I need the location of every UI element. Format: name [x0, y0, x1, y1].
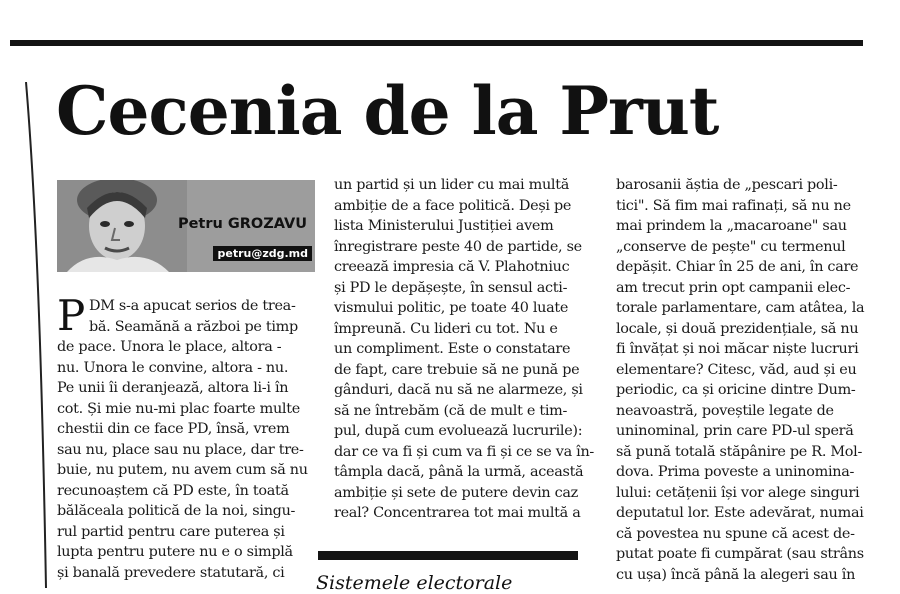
text-line: să ne întrebăm (că de mult e tim- — [334, 402, 568, 419]
text-line: să pună totală stăpânire pe R. Mol- — [616, 443, 863, 460]
text-line: Pe unii îi deranjează, altora li-i în — [57, 380, 289, 396]
section-rule — [318, 551, 578, 560]
text-line: lista Ministerului Justiției avem — [334, 218, 554, 234]
text-line: nu. Unora le convine, altora - nu. — [57, 359, 289, 376]
article-column-3 — [616, 175, 886, 585]
text-line: recunoaștem că PD este, în toată — [57, 482, 289, 499]
text-line: de fapt, care trebuie să ne pună pe — [334, 361, 580, 378]
text-line: rul partid pentru care puterea și — [57, 523, 285, 540]
text-line: real? Concentrarea tot mai multă a — [334, 505, 581, 521]
text-line: și banală prevedere statutară, ci — [57, 564, 285, 581]
text-line: mai prindem la „macaroane" sau — [616, 218, 847, 234]
text-line: de pace. Unora le place, altora - — [57, 339, 282, 355]
text-line: periodic, ca și oricine dintre Dum- — [616, 382, 856, 398]
text-line: cot. Și mie nu-mi plac foarte multe — [57, 400, 300, 417]
text-line: bă. Seamănă a război pe timp — [88, 318, 298, 335]
text-line: împreună. Cu lideri cu tot. Nu e — [334, 320, 558, 337]
text-line: tici". Să fim mai rafinați, să nu ne — [616, 197, 851, 214]
text-line: chestii din ce face PD, însă, vrem — [57, 421, 290, 437]
text-line: că povestea nu spune că acest de- — [616, 525, 855, 542]
text-line: un partid și un lider cu mai multă — [334, 177, 569, 193]
text-line: „conserve de pește" cu termenul — [616, 238, 846, 255]
author-email: petru@zdg.md — [213, 246, 312, 261]
text-line: barosanii ăștia de „pescari poli- — [616, 177, 838, 193]
article-column-1 — [57, 291, 315, 583]
article-headline: Cecenia de la Prut — [56, 72, 719, 150]
text-line: înregistrare peste 40 de partide, se — [334, 238, 582, 255]
text-line: dova. Prima poveste a uninomina- — [616, 464, 855, 480]
text-line: deputatul lor. Este adevărat, numai — [616, 505, 864, 521]
top-rule — [10, 40, 863, 46]
text-line: uninominal, prin care PD-ul speră — [616, 423, 854, 439]
text-line: pul, după cum evoluează lucrurile): — [334, 423, 583, 439]
text-line: vismului politic, pe toate 40 luate — [334, 300, 569, 316]
text-line: lului: cetățenii își vor alege singuri — [616, 484, 860, 501]
text-line: locale, și două prezidențiale, să nu — [616, 320, 859, 337]
text-line: un compliment. Este o constatare — [334, 341, 571, 357]
text-line: creează impresia că V. Plahotniuc — [334, 259, 570, 275]
text-line: elementare? Citesc, văd, aud și eu — [616, 361, 857, 378]
text-line: am trecut prin opt campanii elec- — [616, 279, 851, 296]
text-line: neavoastră, poveștile legate de — [616, 402, 834, 419]
text-line: torale parlamentare, cam atâtea, la — [616, 300, 865, 316]
text-line: cu ușa) încă până la alegeri sau în — [616, 566, 856, 583]
article-column-2 — [334, 175, 599, 524]
author-byline-box — [57, 180, 315, 272]
text-line: buie, nu putem, nu avem cum să nu — [57, 462, 308, 478]
text-line: lupta pentru putere nu e o simplă — [57, 544, 293, 560]
text-line: depășit. Chiar în 25 de ani, în care — [616, 259, 859, 275]
text-line: ambiție și sete de putere devin caz — [334, 484, 578, 501]
text-line: bălăceala politică de la noi, singu- — [57, 503, 296, 519]
text-line: și PD le depășește, în sensul acti- — [334, 279, 568, 296]
drop-cap: P — [57, 291, 85, 340]
author-portrait-photo — [57, 180, 187, 272]
text-line: dar ce va fi și cum va fi și ce se va în- — [334, 443, 594, 460]
subheading: Sistemele electorale — [316, 572, 513, 594]
author-name: Petru GROZAVU — [177, 216, 307, 232]
text-line: putat poate fi cumpărat (sau strâns — [616, 546, 864, 562]
text-line: ambiție de a face politică. Deși pe — [334, 197, 572, 214]
text-line: sau nu, place sau nu place, dar tre- — [57, 441, 304, 458]
text-line: DM s-a apucat serios de trea- — [88, 298, 296, 314]
text-line: tâmpla dacă, până la urmă, această — [334, 464, 584, 480]
text-line: gânduri, dacă nu să ne alarmeze, și — [334, 382, 583, 398]
text-line: fi învățat și noi măcar niște lucruri — [616, 341, 859, 357]
